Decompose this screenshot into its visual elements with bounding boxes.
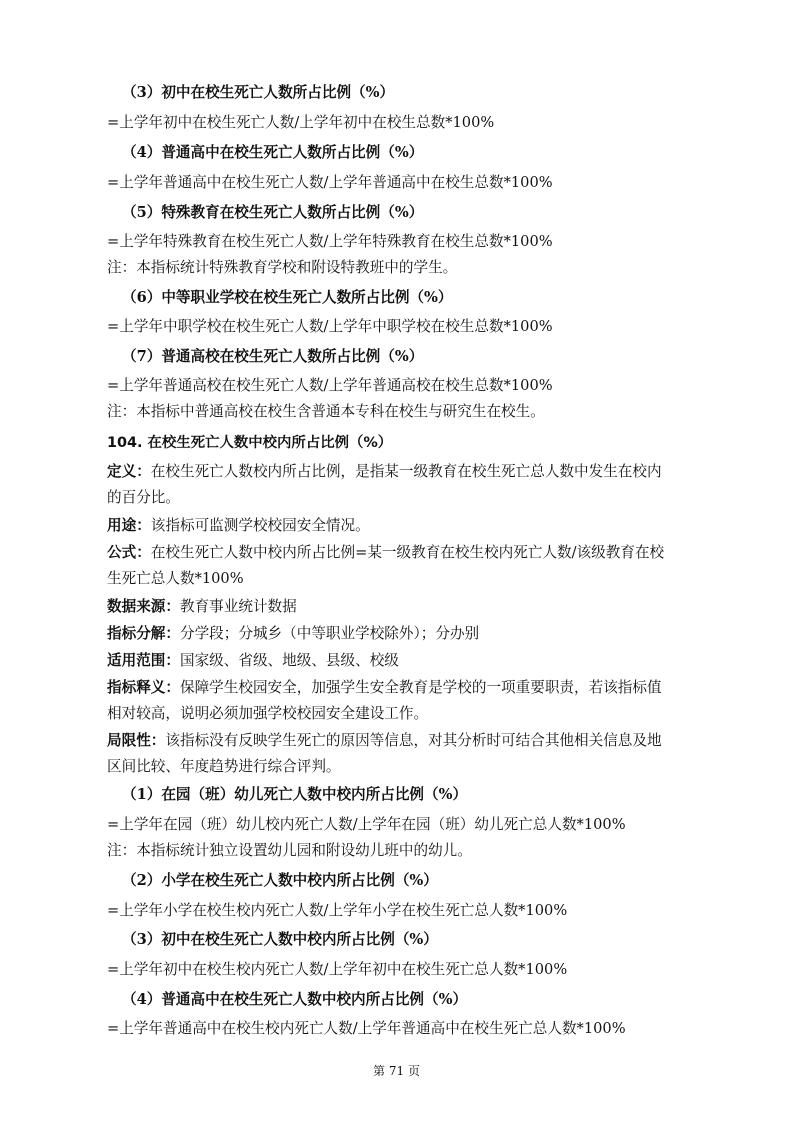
formula-vocational-death-ratio: =上学年中职学校在校生死亡人数/上学年中职学校在校生总数*100% xyxy=(107,318,553,335)
scope-label: 适用范围： xyxy=(107,652,180,669)
limitation-line xyxy=(107,731,727,751)
subheading-university-death-ratio: （7）普通高校在校生死亡人数所占比例（%） xyxy=(122,348,424,365)
definition-line-2: 的百分比。 xyxy=(107,489,180,506)
breakdown-text: 分学段；分城乡（中等职业学校除外）；分办别 xyxy=(179,625,480,642)
breakdown-label: 指标分解： xyxy=(107,625,180,642)
subheading-junior-high-death-ratio: （3）初中在校生死亡人数所占比例（%） xyxy=(122,84,395,101)
formula-senior-high-oncampus-ratio: =上学年普通高中在校生校内死亡人数/上学年普通高中在校生死亡总人数*100% xyxy=(107,1020,626,1037)
subheading-senior-high-death-ratio: （4）普通高中在校生死亡人数所占比例（%） xyxy=(122,144,424,161)
usage-text: 该指标可监测学校校园安全情况。 xyxy=(150,517,370,534)
interpretation-line-2: 相对较高，说明必须加强学校校园安全建设工作。 xyxy=(107,705,429,722)
formula-university-death-ratio: =上学年普通高校在校生死亡人数/上学年普通高校在校生总数*100% xyxy=(107,377,553,394)
limitation-label: 局限性： xyxy=(107,732,166,749)
subheading-special-edu-death-ratio: （5）特殊教育在校生死亡人数所占比例（%） xyxy=(122,204,424,221)
formula-kindergarten-oncampus-ratio: =上学年在园（班）幼儿校内死亡人数/上学年在园（班）幼儿死亡总人数*100% xyxy=(107,816,626,833)
subheading-senior-high-oncampus-ratio: （4）普通高中在校生死亡人数中校内所占比例（%） xyxy=(122,991,468,1008)
note-special-edu: 注：本指标统计特殊教育学校和附设特教班中的学生。 xyxy=(107,259,458,276)
formula-special-edu-death-ratio: =上学年特殊教育在校生死亡人数/上学年特殊教育在校生总数*100% xyxy=(107,233,553,250)
formula-primary-oncampus-ratio: =上学年小学在校生校内死亡人数/上学年小学在校生死亡总人数*100% xyxy=(107,902,568,919)
page-number: 第 71 页 xyxy=(373,1064,420,1078)
interpretation-text: 保障学生校园安全，加强学生安全教育是学校的一项重要职责，若该指标值 xyxy=(179,679,662,696)
subheading-primary-oncampus-ratio: （2）小学在校生死亡人数中校内所占比例（%） xyxy=(122,872,438,889)
formula-line-2: 生死亡总人数*100% xyxy=(107,570,244,587)
formula-junior-high-oncampus-ratio: =上学年初中在校生校内死亡人数/上学年初中在校生死亡总人数*100% xyxy=(107,961,568,978)
usage-label: 用途： xyxy=(107,517,151,534)
formula-senior-high-death-ratio: =上学年普通高中在校生死亡人数/上学年普通高中在校生总数*100% xyxy=(107,174,553,191)
formula-junior-high-death-ratio: =上学年初中在校生死亡人数/上学年初中在校生总数*100% xyxy=(107,114,495,131)
breakdown-line xyxy=(107,624,727,644)
note-university: 注：本指标中普通高校在校生含普通本专科在校生与研究生在校生。 xyxy=(107,403,545,420)
limitation-line-2: 区间比较、年度趋势进行综合评判。 xyxy=(107,758,341,775)
scope-line xyxy=(107,651,727,671)
source-text: 教育事业统计数据 xyxy=(179,598,297,615)
limitation-text: 该指标没有反映学生死亡的原因等信息，对其分析时可结合其他相关信息及地 xyxy=(165,732,662,749)
usage-line xyxy=(107,516,727,536)
source-label: 数据来源： xyxy=(107,598,180,615)
note-kindergarten: 注：本指标统计独立设置幼儿园和附设幼儿班中的幼儿。 xyxy=(107,842,472,859)
subheading-kindergarten-oncampus-ratio: （1）在园（班）幼儿死亡人数中校内所占比例（%） xyxy=(122,786,468,803)
scope-text: 国家级、省级、地级、县级、校级 xyxy=(179,652,399,669)
subheading-junior-high-oncampus-ratio: （3）初中在校生死亡人数中校内所占比例（%） xyxy=(122,931,438,948)
formula-line xyxy=(107,543,727,563)
definition-label: 定义： xyxy=(107,463,151,480)
definition-line xyxy=(107,462,727,482)
definition-text: 在校生死亡人数校内所占比例，是指某一级教育在校生死亡总人数中发生在校内 xyxy=(150,463,662,480)
formula-label: 公式： xyxy=(107,544,151,561)
interpretation-label: 指标释义： xyxy=(107,679,180,696)
section-heading-104: 104. 在校生死亡人数中校内所占比例（%） xyxy=(107,435,393,451)
source-line xyxy=(107,597,727,617)
formula-text: 在校生死亡人数中校内所占比例=某一级教育在校生校内死亡人数/该级教育在校 xyxy=(150,544,665,561)
interpretation-line xyxy=(107,678,727,698)
subheading-vocational-death-ratio: （6）中等职业学校在校生死亡人数所占比例（%） xyxy=(122,289,453,306)
